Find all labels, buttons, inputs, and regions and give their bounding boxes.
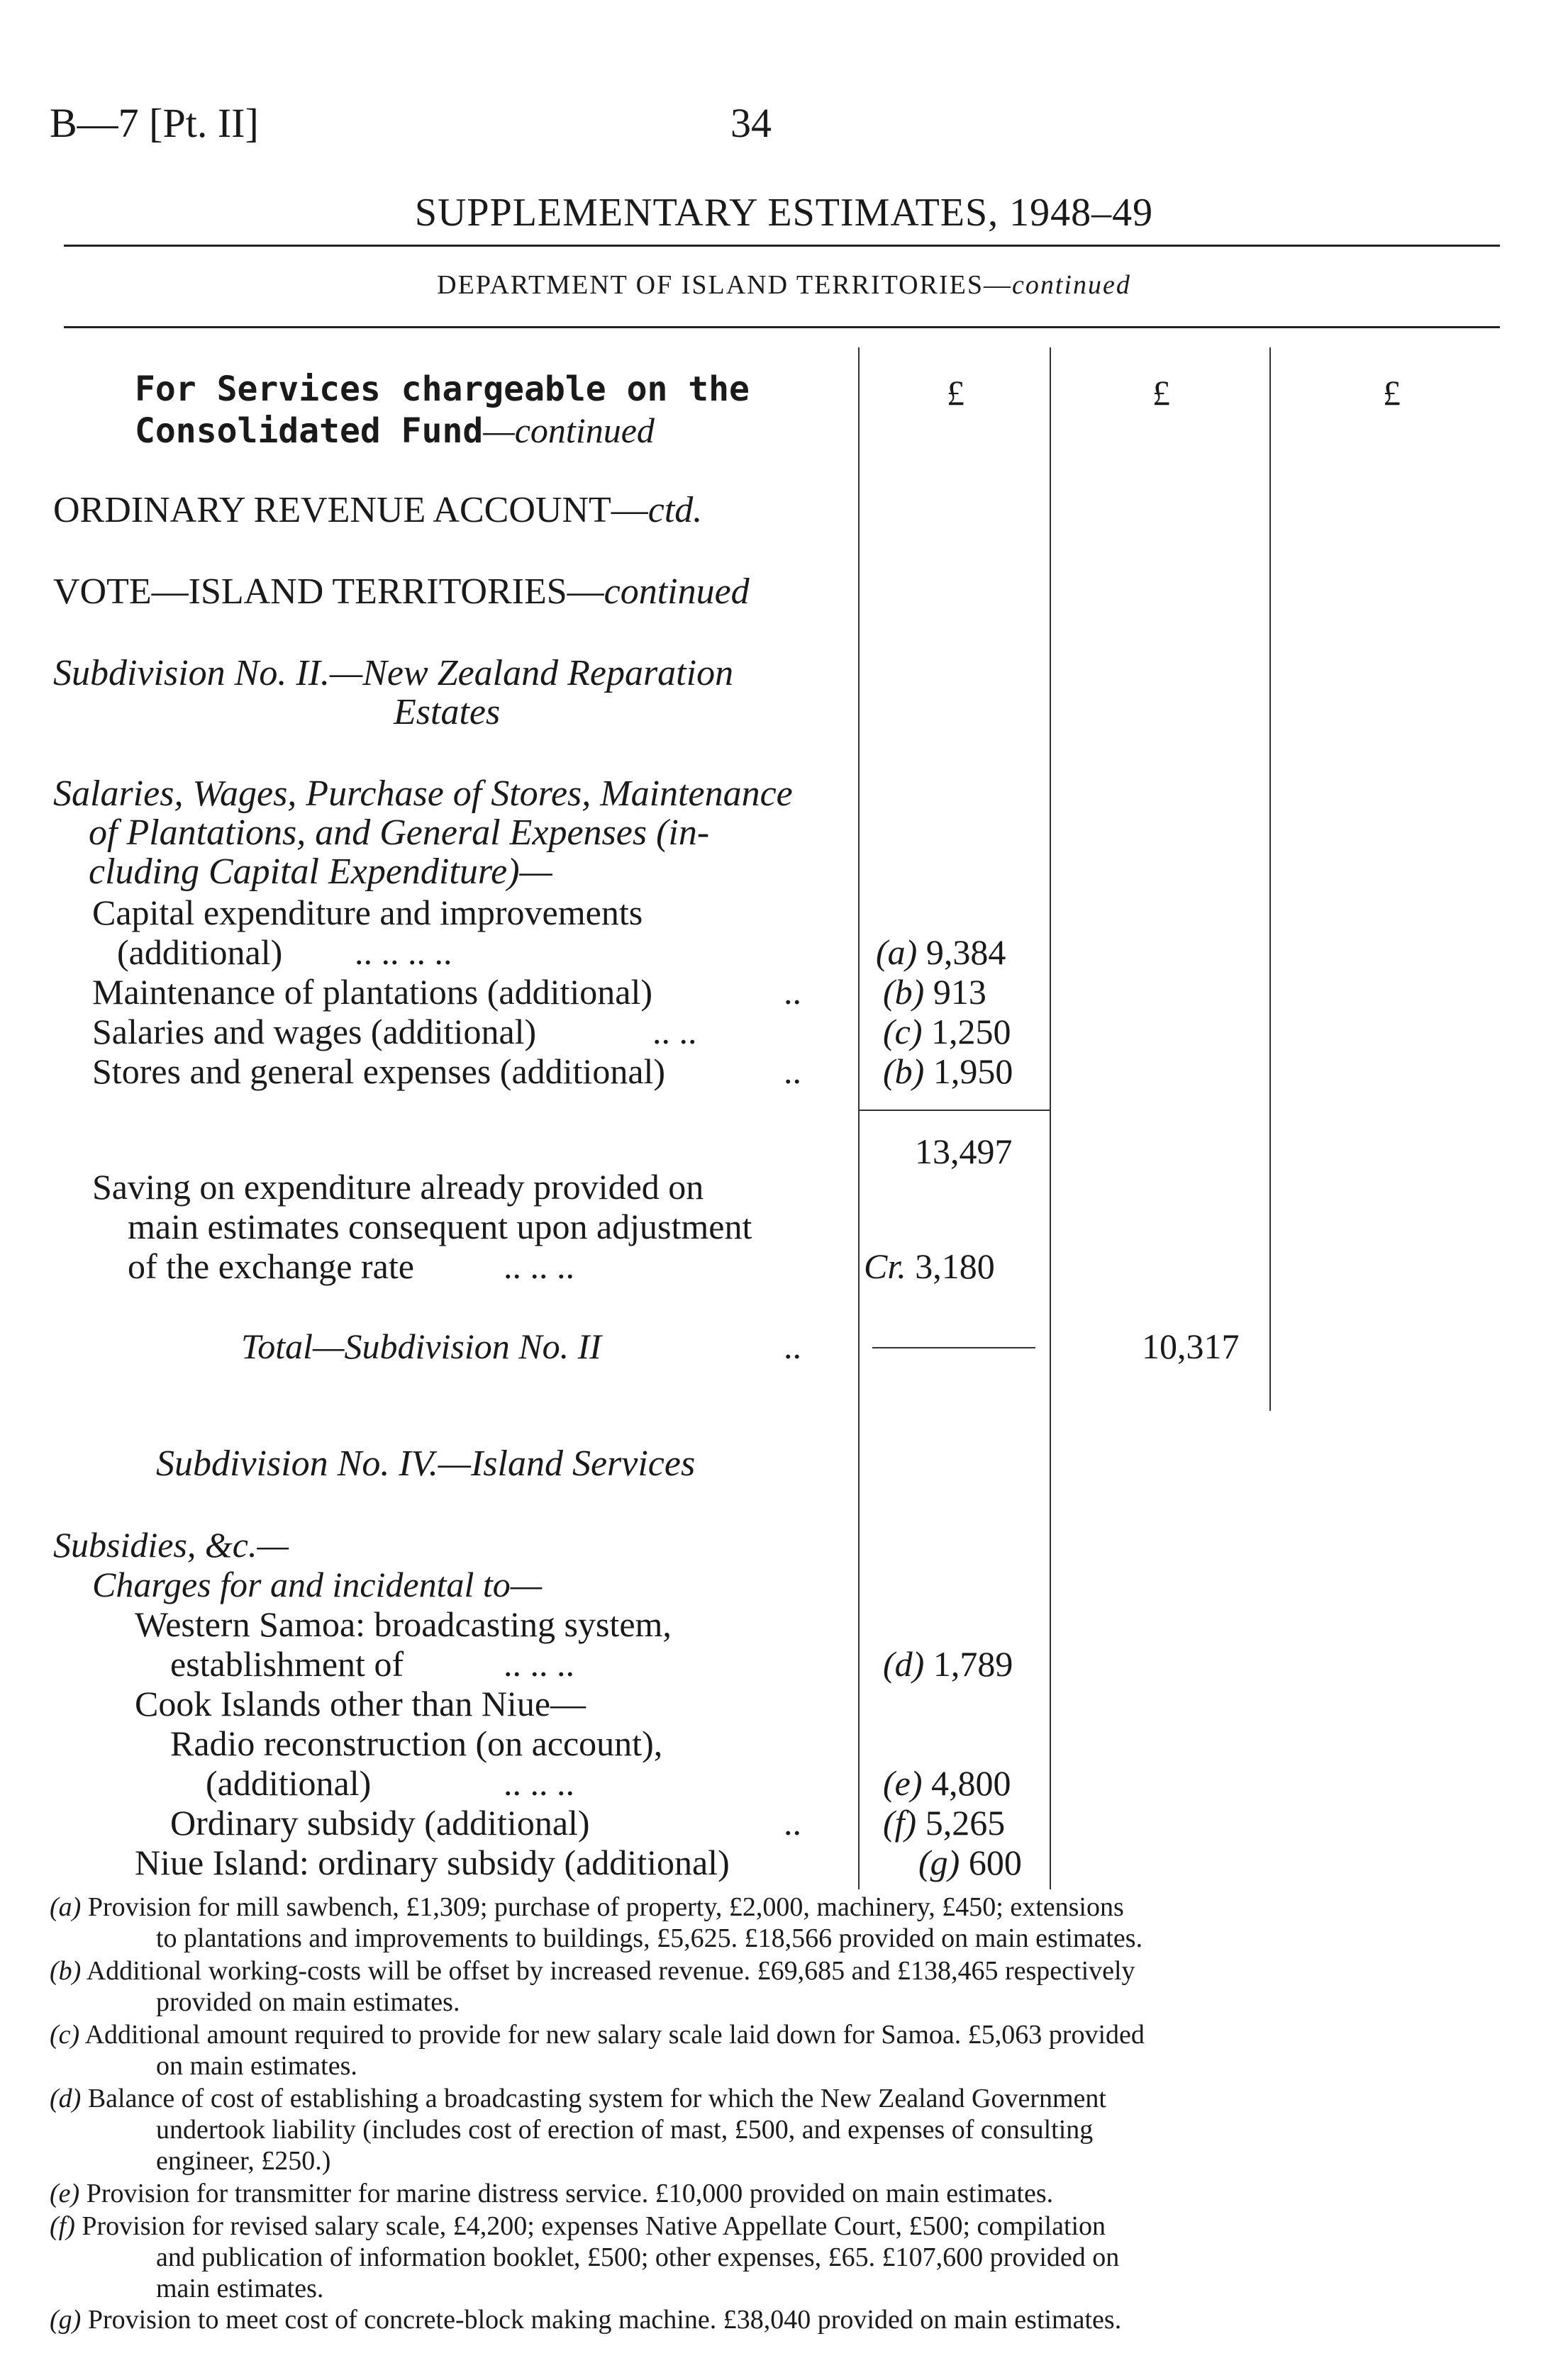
charges-heading: Charges for and incidental to—	[92, 1565, 543, 1604]
column-divider-2	[1050, 347, 1051, 1889]
subsidies-heading: Subsidies, &c.—	[53, 1525, 289, 1565]
pound-column-header-3: £	[1383, 373, 1401, 413]
leader-dots: ..	[784, 1803, 801, 1843]
page-number: 34	[730, 100, 772, 146]
services-heading-line1: For Services chargeable on the	[135, 369, 750, 409]
footnote-c: (c) Additional amount required to provide for new salary scale laid down for Samoa. £5,063 provided on main estimates.	[50, 2020, 1145, 2081]
line-item-amount: (b) 1,950	[883, 1051, 1013, 1091]
western-samoa-label-cont: establishment of	[170, 1644, 404, 1684]
footnote-d: (d) Balance of cost of establishing a broadcasting system for which the New Zealand Government undertook liability (includes cost of erection of mast, £500, and expenses of consulting engineer, £250.)	[50, 2084, 1106, 2176]
footnote-e: (e) Provision for transmitter for marine distress service. £10,000 provided on main estimates.	[50, 2179, 1054, 2208]
leader-dots: ..	[784, 1326, 801, 1366]
line-item-label-cont: (additional)	[117, 932, 283, 972]
radio-label: Radio reconstruction (on account),	[170, 1723, 663, 1763]
line-item-amount: (a) 9,384	[876, 932, 1006, 972]
account-heading: ORDINARY REVENUE ACCOUNT—ctd.	[53, 490, 703, 530]
footnote-f: (f) Provision for revised salary scale, £4,200; expenses Native Appellate Court, £500; compilation and publication of information booklet, £500; other expenses, £65. £107,600 provided on main estimates.	[50, 2211, 1120, 2303]
western-samoa-amount: (d) 1,789	[883, 1644, 1013, 1684]
subtotal-amount: 13,497	[915, 1132, 1013, 1171]
subtotal-rule	[858, 1110, 1050, 1111]
footnote-b: (b) Additional working-costs will be offset by increased revenue. £69,685 and £138,465 respectively provided on main estimates.	[50, 1956, 1135, 2017]
department-rule	[64, 326, 1500, 328]
subdivision-2-heading: Subdivision No. II.—New Zealand Reparation	[53, 653, 734, 693]
ordinary-subsidy-amount: (f) 5,265	[883, 1803, 1006, 1843]
total-rule	[872, 1347, 1035, 1348]
leader-dots: .. .. .. ..	[355, 932, 452, 972]
expense-group-heading-cont: cluding Capital Expenditure)—	[89, 851, 552, 892]
expense-group-heading: Salaries, Wages, Purchase of Stores, Maintenance	[53, 773, 793, 814]
leader-dots: .. ..	[652, 1012, 697, 1051]
subdivision-4-heading: Subdivision No. IV.—Island Services	[156, 1443, 696, 1484]
niue-amount: (g) 600	[918, 1843, 1022, 1882]
leader-dots: .. .. ..	[504, 1246, 574, 1286]
footnote-a: (a) Provision for mill sawbench, £1,309; purchase of property, £2,000, machinery, £450; extensions to plantations and improvements to buildings, £5,625. £18,566 provided on main estimates.	[50, 1892, 1143, 1953]
expense-group-heading-cont: of Plantations, and General Expenses (in-	[89, 812, 710, 853]
saving-amount: Cr. 3,180	[864, 1246, 995, 1286]
leader-dots: ..	[784, 1051, 801, 1091]
leader-dots: .. .. ..	[504, 1644, 574, 1684]
saving-label: Saving on expenditure already provided on	[92, 1167, 704, 1207]
western-samoa-label: Western Samoa: broadcasting system,	[135, 1604, 672, 1644]
subdivision-2-total-label: Total—Subdivision No. II	[241, 1326, 601, 1366]
column-divider-1	[858, 347, 860, 1889]
line-item-label: Stores and general expenses (additional)	[92, 1051, 666, 1091]
document-reference: B—7 [Pt. II]	[50, 100, 259, 146]
column-divider-3	[1269, 347, 1271, 1411]
radio-label-cont: (additional)	[206, 1763, 372, 1803]
services-heading-line2: Consolidated Fund—continued	[135, 410, 655, 451]
line-item-label: Capital expenditure and improvements	[92, 893, 643, 932]
radio-amount: (e) 4,800	[883, 1763, 1011, 1803]
line-item-amount: (c) 1,250	[883, 1012, 1011, 1051]
leader-dots: .. .. ..	[504, 1763, 574, 1803]
vote-heading: VOTE—ISLAND TERRITORIES—continued	[53, 571, 750, 612]
line-item-label: Salaries and wages (additional)	[92, 1012, 537, 1051]
services-heading	[135, 369, 750, 452]
line-item-label: Maintenance of plantations (additional)	[92, 972, 653, 1012]
pound-column-header-1: £	[947, 373, 964, 413]
subdivision-2-heading-cont: Estates	[394, 692, 501, 732]
ordinary-subsidy-label: Ordinary subsidy (additional)	[170, 1803, 590, 1843]
niue-label: Niue Island: ordinary subsidy (additional)	[135, 1843, 730, 1882]
saving-label-cont: of the exchange rate	[128, 1246, 414, 1286]
subdivision-2-total-amount: 10,317	[1142, 1326, 1240, 1366]
leader-dots: ..	[784, 972, 801, 1012]
line-item-amount: (b) 913	[883, 972, 986, 1012]
cook-islands-heading: Cook Islands other than Niue—	[135, 1684, 586, 1723]
page-title: SUPPLEMENTARY ESTIMATES, 1948–49	[414, 191, 1154, 235]
footnote-g: (g) Provision to meet cost of concrete-block making machine. £38,040 provided on main estimates.	[50, 2305, 1122, 2335]
title-rule	[64, 245, 1500, 247]
department-heading: DEPARTMENT OF ISLAND TERRITORIES—continued	[437, 270, 1131, 300]
saving-label-cont: main estimates consequent upon adjustment	[128, 1207, 752, 1246]
pound-column-header-2: £	[1152, 373, 1170, 413]
